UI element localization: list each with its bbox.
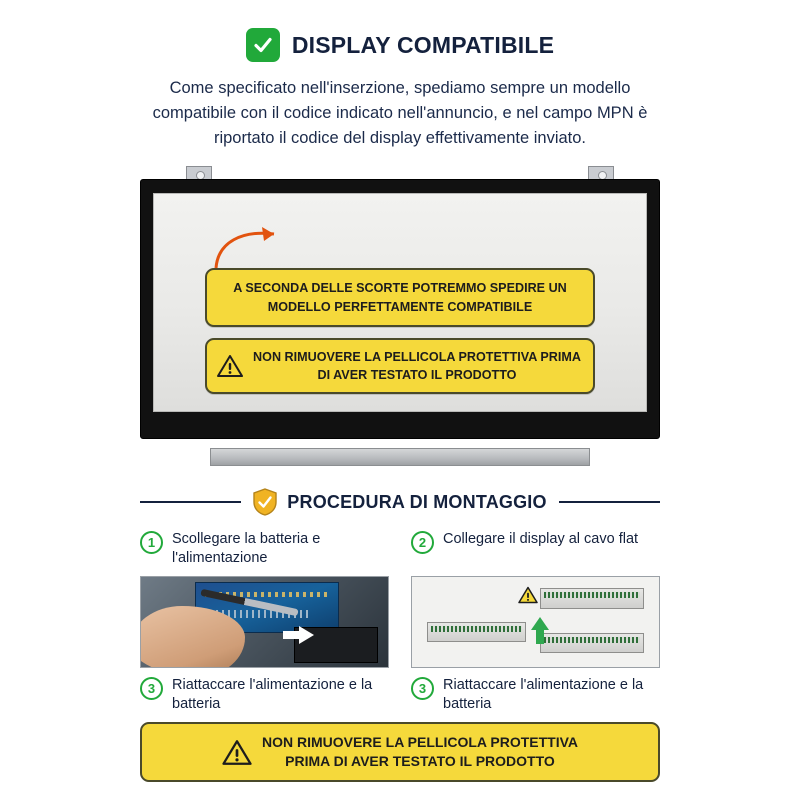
compatibility-callout: A SECONDA DELLE SCORTE POTREMMO SPEDIRE UN MODELLO PERFETTAMENTE COMPATIBILE (205, 268, 595, 327)
check-icon (246, 28, 280, 62)
warning-triangle-icon (518, 586, 538, 604)
footer-warning-banner (140, 722, 660, 782)
step-label: Riattaccare l'alimentazione e la batteria (172, 676, 373, 712)
step-number: 3 (411, 677, 434, 700)
step-item (140, 530, 389, 568)
direction-arrow-icon (299, 626, 314, 644)
connector-shape (540, 633, 644, 653)
content-sheet (140, 28, 660, 714)
mount-bracket-right (588, 166, 614, 180)
warning-triangle-icon (222, 739, 252, 766)
intro-paragraph: Come specificato nell'inserzione, spediamo sempre un modello compatibile con il codice indicato nell'annuncio, e nel campo MPN è riportato il codice del display effettivamente inviato. (152, 79, 648, 147)
step-number: 2 (411, 531, 434, 554)
step-label: Riattaccare l'alimentazione e la batteria (443, 676, 644, 712)
divider-right (559, 501, 660, 503)
mount-bracket-left (186, 166, 212, 180)
curved-arrow-icon (212, 224, 282, 270)
step-item (411, 530, 660, 568)
panel-backlight-strip (210, 448, 590, 466)
lcd-screen-surface (153, 193, 647, 412)
footer-warning-line2: PRIMA DI AVER TESTATO IL PRODOTTO (285, 753, 555, 770)
steps-grid (140, 530, 660, 713)
divider-left (140, 501, 241, 503)
shield-icon (253, 488, 277, 516)
protective-film-callout-text: NON RIMUOVERE LA PELLICOLA PROTETTIVA PRIMA DI AVER TESTATO IL PRODOTTO (253, 349, 581, 382)
step-number: 1 (140, 531, 163, 554)
step-label: Scollegare la batteria e l'alimentazione (172, 531, 321, 567)
step-number: 3 (140, 677, 163, 700)
warning-triangle-icon (217, 354, 243, 378)
page-title: DISPLAY COMPATIBILE (291, 31, 555, 58)
display-illustration (140, 166, 660, 466)
step-item (140, 676, 389, 714)
connector-shape (540, 588, 644, 610)
procedure-heading (140, 488, 660, 516)
laptop-internals-photo (140, 576, 389, 668)
step-label: Collegare il display al cavo flat (443, 531, 639, 548)
insert-direction-arrow-icon (531, 617, 549, 630)
protective-film-callout (205, 338, 595, 395)
lcd-panel (140, 179, 660, 439)
header (140, 28, 660, 62)
footer-warning-line1: NON RIMUOVERE LA PELLICOLA PROTETTIVA (261, 734, 579, 751)
connector-shape (427, 622, 526, 642)
flat-cable-connector-photo (411, 576, 660, 668)
step-item (411, 676, 660, 714)
procedure-title: PROCEDURA DI MONTAGGIO (287, 491, 547, 512)
